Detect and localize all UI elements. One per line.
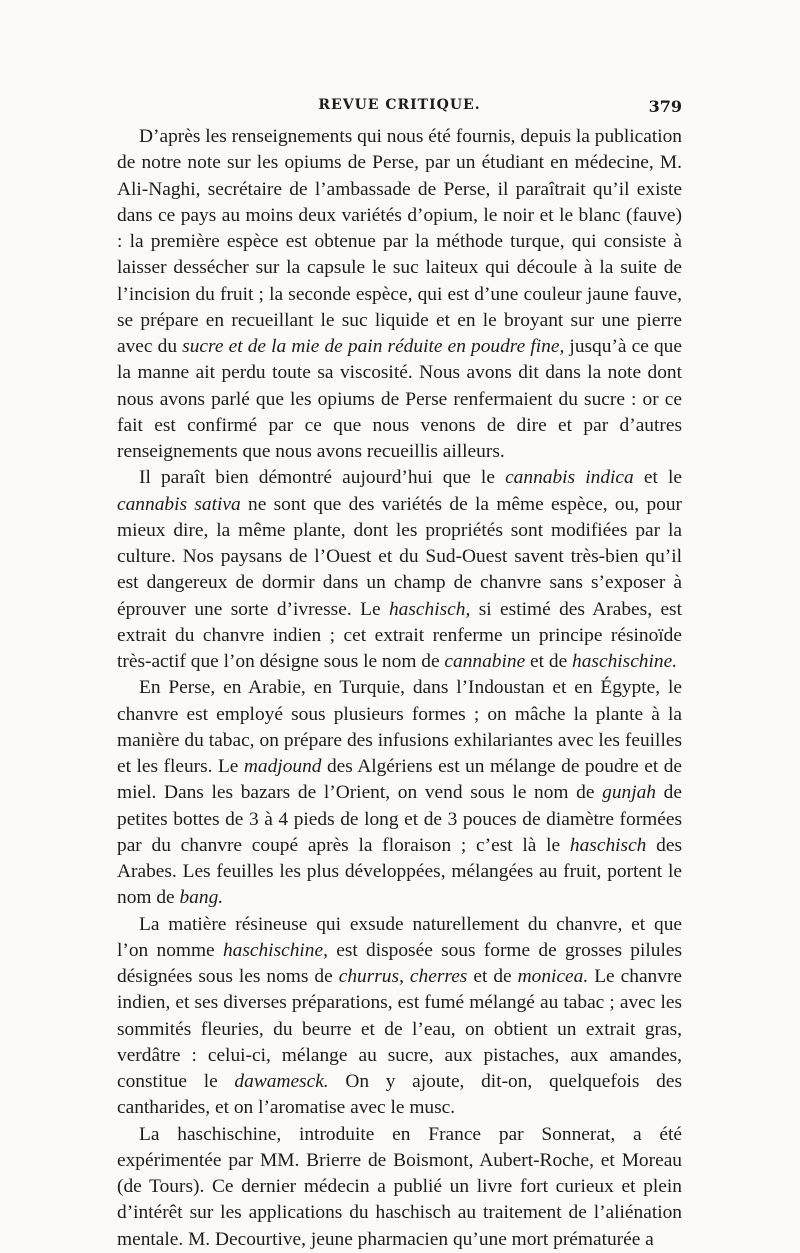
italic-text: sucre et de la mie de pain réduite en poudre fine, bbox=[182, 336, 565, 357]
page-number: 379 bbox=[648, 97, 682, 116]
italic-text: bang. bbox=[179, 887, 224, 909]
italic-text: churrus bbox=[338, 966, 400, 987]
paragraph bbox=[117, 1122, 682, 1253]
italic-text: dawamesck. bbox=[234, 1071, 329, 1092]
text-run: En Perse, en Arabie, en Turquie, dans l’Indoustan et en Égypte, le chanvre est employé sous plusieurs formes ; on mâche la plante à la manière du tabac, on prépare des infusions exhilariantes avec les feuilles et les fleurs. Le bbox=[117, 677, 682, 777]
text-run: de petites bottes de 3 à 4 pieds de long et de 3 pouces de diamètre formées par du chanvre coupé après la floraison ; c’est là le bbox=[117, 782, 682, 856]
text-run: On y ajoute, dit-on, quelquefois des cantharides, et on l’aromatise avec le musc. bbox=[117, 1071, 683, 1119]
italic-text: haschisch, bbox=[388, 598, 471, 620]
text-run: Le chanvre indien, et ses diverses préparations, est fumé mélangé au tabac ; avec les sommités fleuries, du beurre et de l’eau, on obtient un extrait gras, verdâtre : celui-ci, mélange au sucre, aux pistaches, aux amandes, constitue le bbox=[117, 966, 683, 1092]
text-run: et le bbox=[633, 467, 682, 489]
italic-text: monicea. bbox=[517, 966, 589, 987]
text-run: et de bbox=[467, 966, 518, 987]
italic-text: haschisch bbox=[569, 834, 647, 856]
italic-text: cannabis indica bbox=[505, 467, 634, 489]
italic-text: gunjah bbox=[602, 782, 657, 804]
text-run: La matière résineuse qui exsude naturellement du chanvre, et que l’on nomme bbox=[117, 913, 682, 961]
italic-text: haschischine, bbox=[222, 939, 328, 961]
text-run: jusqu’à ce que la manne ait perdu toute sa viscosité. Nous avons dit dans la note dont nous avons parlé que les opiums de Perse renfermaient du sucre : or ce fait est confirmé par ce que nous venons de dire et par d’autres renseignements que nous avons recueillis ailleurs. bbox=[117, 336, 682, 462]
italic-text: cannabis sativa bbox=[117, 493, 241, 515]
text-run: si estimé des Arabes, est extrait du chanvre indien ; cet extrait renferme un principe résinoïde très-actif que l’on désigne sous le nom de bbox=[117, 598, 682, 672]
text-run: , bbox=[399, 966, 410, 987]
body-text bbox=[117, 124, 682, 1253]
text-run: Il paraît bien démontré aujourd’hui que le bbox=[139, 467, 506, 489]
italic-text: haschischine. bbox=[572, 651, 678, 672]
text-run: est disposée sous forme de grosses pilules désignées sous les noms de bbox=[117, 939, 683, 987]
paragraph bbox=[117, 912, 682, 1122]
running-title: REVUE CRITIQUE. bbox=[318, 97, 481, 113]
page-header bbox=[117, 97, 682, 121]
text-run: ne sont que des variétés de la même espèce, ou, pour mieux dire, la même plante, dont les propriétés sont modifiées par la culture. Nos paysans de l’Ouest et du Sud-Ouest savent très-bien qu’il est dangereux de dormir dans un champ de chanvre sans s’exposer à éprouver une sorte d’ivresse. Le bbox=[117, 493, 683, 620]
paragraph bbox=[117, 465, 682, 675]
paragraph bbox=[117, 124, 682, 465]
text-run: des Arabes. Les feuilles les plus développées, mélangées au fruit, portent le nom de bbox=[117, 834, 682, 909]
italic-text: madjound bbox=[243, 756, 322, 777]
italic-text: cannabine bbox=[444, 651, 526, 672]
text-run: des Algériens est un mélange de poudre et de miel. Dans les bazars de l’Orient, on vend sous le nom de bbox=[117, 756, 682, 804]
paragraph bbox=[117, 675, 682, 911]
text-run: D’après les renseignements qui nous été fournis, depuis la publication de notre note sur les opiums de Perse, par un étudiant en médecine, M. Ali-Naghi, secrétaire de l’ambassade de Perse, il paraîtrait qu’il existe dans ce pays au moins deux variétés d’opium, le noir et le blanc (fauve) : la première espèce est obtenue par la méthode turque, qui consiste à laisser dessécher sur la capsule le suc laiteux qui découle à la suite de l’incision du fruit ; la seconde espèce, qui est d’une couleur jaune fauve, se prépare en recueillant le suc liquide et en le broyant sur une pierre avec du bbox=[117, 126, 682, 357]
text-run: La haschischine, introduite en France par Sonnerat, a été expérimentée par MM. Brierre de Boismont, Aubert-Roche, et Moreau (de Tours). Ce dernier médecin a publié un livre fort curieux et plein d’intérêt sur les applications du haschisch au traitement de l’aliénation mentale. M. Decourtive, jeune pharmacien qu’une mort prématurée a bbox=[117, 1123, 682, 1250]
text-run: et de bbox=[525, 651, 573, 672]
italic-text: cherres bbox=[409, 966, 468, 987]
